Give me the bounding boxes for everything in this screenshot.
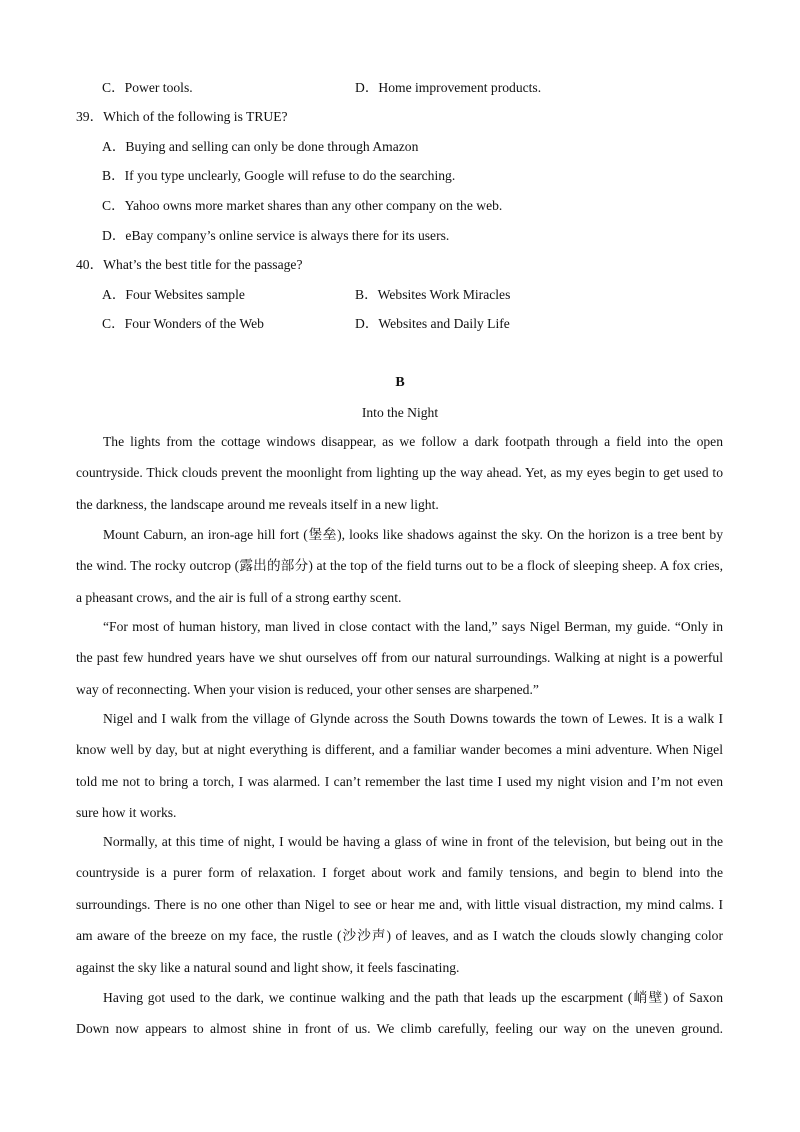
q38-option-c[interactable]: C．Power tools.: [102, 80, 193, 95]
passage-paragraph: Normally, at this time of night, I would be having a glass of wine in front of the television, but being out in the countryside is a purer form of relaxation. I forget about work and family tensions, and begin to blend into the surroundings. There is no one other than Nigel to see or hear me and, with little visual distraction, my mind calms. I am aware of the breeze on my face, the rustle (沙沙声) of leaves, and as I watch the clouds slowly changing color against the sky like a natural sound and light show, it feels fascinating.: [76, 834, 723, 975]
passage-paragraph: The lights from the cottage windows disappear, as we follow a dark footpath through a field into the open countryside. Thick clouds prevent the moonlight from lighting up the way ahead. Yet, as my eyes begin to get used to the darkness, the landscape around me reveals itself in a new light.: [76, 434, 723, 512]
q40-option-a[interactable]: A．Four Websites sample: [102, 287, 245, 302]
q39-stem: 39．Which of the following is TRUE?: [76, 109, 288, 124]
q39-option-b[interactable]: B．If you type unclearly, Google will refuse to do the searching.: [102, 168, 456, 183]
q40-option-c[interactable]: C．Four Wonders of the Web: [102, 316, 264, 331]
q40-stem: 40．What’s the best title for the passage?: [76, 257, 303, 272]
passage-paragraph: Nigel and I walk from the village of Glynde across the South Downs towards the town of Lewes. It is a walk I know well by day, but at night everything is different, and a familiar wander becomes a mini adventure. When Nigel told me not to bring a torch, I was alarmed. I can’t remember the last time I used my night vision and I’m not even sure how it works.: [76, 711, 723, 821]
q39-option-d[interactable]: D．eBay company’s online service is always there for its users.: [102, 228, 450, 243]
q40-option-b[interactable]: B．Websites Work Miracles: [355, 287, 511, 302]
passage-title: Into the Night: [361, 405, 439, 420]
passage-paragraph: “For most of human history, man lived in close contact with the land,” says Nigel Berman, my guide. “Only in the past few hundred years have we shut ourselves off from our natural surroundings. Walking at night is a powerful way of reconnecting. When your vision is reduced, your other senses are sharpened.”: [76, 619, 723, 697]
passage-paragraph: Mount Caburn, an iron-age hill fort (堡垒), looks like shadows against the sky. On the horizon is a tree bent by the wind. The rocky outcrop (露出的部分) at the top of the field turns out to be a flock of sleeping sheep. A fox cries, a pheasant crows, and the air is full of a strong earthy scent.: [76, 527, 723, 605]
q39-option-a[interactable]: A．Buying and selling can only be done through Amazon: [102, 139, 419, 154]
q40-option-d[interactable]: D．Websites and Daily Life: [355, 316, 510, 331]
section-label: B: [395, 375, 405, 390]
q38-option-d[interactable]: D．Home improvement products.: [355, 80, 542, 95]
passage-paragraph: Having got used to the dark, we continue walking and the path that leads up the escarpment (峭壁) of Saxon Down now appears to almost shine in front of us. We climb carefully, feeling our way on the uneven ground.: [76, 990, 723, 1037]
q39-option-c[interactable]: C．Yahoo owns more market shares than any other company on the web.: [102, 198, 503, 213]
